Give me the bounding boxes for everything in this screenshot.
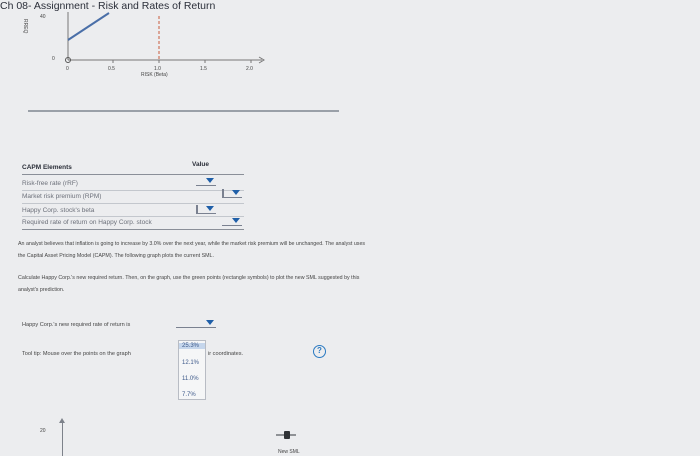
legend-marker[interactable] xyxy=(284,431,290,439)
top-chart-sml-line xyxy=(68,13,109,40)
tooltip-text-tail: ir coordinates. xyxy=(208,351,244,357)
input-cursor-bar xyxy=(196,205,198,213)
required-return-dropdown[interactable] xyxy=(222,216,242,226)
new-required-return-label: Happy Corp.'s new required rate of return is xyxy=(22,322,131,328)
risk-free-rate-dropdown[interactable] xyxy=(196,176,216,186)
paragraph-line: An analyst believes that inflation is going to increase by 3.0% over the next year, while the market risk premium will be unchanged. The analyst uses xyxy=(18,241,366,247)
market-risk-premium-dropdown[interactable] xyxy=(222,188,242,198)
input-cursor-bar xyxy=(222,189,224,197)
paragraph-line: Calculate Happy Corp.'s new required return. Then, on the graph, use the green points (rectangle symbols) to plot the new SML suggested by this xyxy=(18,275,360,281)
new-required-return-dropdown[interactable] xyxy=(176,318,216,328)
legend-label: New SML xyxy=(278,449,300,455)
top-chart-x-tick: 0 xyxy=(66,66,69,72)
bottom-chart-y-axis xyxy=(62,420,63,456)
top-chart-x-tick: 0.5 xyxy=(108,66,115,72)
top-chart-x-tick: 1.0 xyxy=(154,66,161,72)
table-header-value: Value xyxy=(192,161,209,168)
chevron-down-icon xyxy=(206,320,214,325)
dropdown-option[interactable]: 12.1% xyxy=(182,360,200,366)
top-chart-y-tick-zero: 0 xyxy=(52,56,55,62)
top-chart-x-tick: 1.5 xyxy=(200,66,207,72)
table-header-rule xyxy=(22,174,244,175)
dropdown-options-list[interactable] xyxy=(178,340,206,400)
paragraph-line: the Capital Asset Pricing Model (CAPM). The following graph plots the current SML. xyxy=(18,253,214,259)
chevron-down-icon xyxy=(206,178,214,183)
help-question-icon[interactable]: ? xyxy=(313,345,326,358)
table-row-label: Required rate of return on Happy Corp. stock xyxy=(22,219,152,226)
page-title: Ch 08- Assignment - Risk and Rates of Return xyxy=(0,0,216,12)
top-chart-y-tick-top: 40 xyxy=(40,14,46,20)
table-row-label: Market risk premium (RPM) xyxy=(22,193,102,200)
beta-dropdown[interactable] xyxy=(196,204,216,214)
tooltip-text: Tool tip: Mouse over the points on the graph xyxy=(22,351,131,357)
dropdown-option[interactable]: 11.0% xyxy=(182,376,199,382)
top-chart-x-tick: 2.0 xyxy=(246,66,253,72)
chevron-down-icon xyxy=(206,206,214,211)
chevron-down-icon xyxy=(232,190,240,195)
paragraph-line: analyst's prediction. xyxy=(18,287,65,293)
chevron-down-icon xyxy=(232,218,240,223)
table-row-rule xyxy=(22,190,244,191)
table-row-label: Happy Corp. stock's beta xyxy=(22,207,95,214)
dropdown-option[interactable]: 25.3% xyxy=(179,343,205,349)
dropdown-option[interactable]: 7.7% xyxy=(182,392,196,398)
table-row-rule xyxy=(22,216,244,217)
table-bottom-rule xyxy=(22,229,244,230)
bottom-chart-y-tick: 20 xyxy=(40,428,46,434)
table-row-label: Risk-free rate (rRF) xyxy=(22,180,78,187)
bottom-chart-y-axis-arrow xyxy=(59,418,65,423)
section-divider xyxy=(28,110,339,112)
table-header-elements: CAPM Elements xyxy=(22,164,72,171)
top-chart-y-axis-label: RREQ xyxy=(22,19,28,34)
top-chart-x-axis-label: RISK (Beta) xyxy=(141,72,168,78)
